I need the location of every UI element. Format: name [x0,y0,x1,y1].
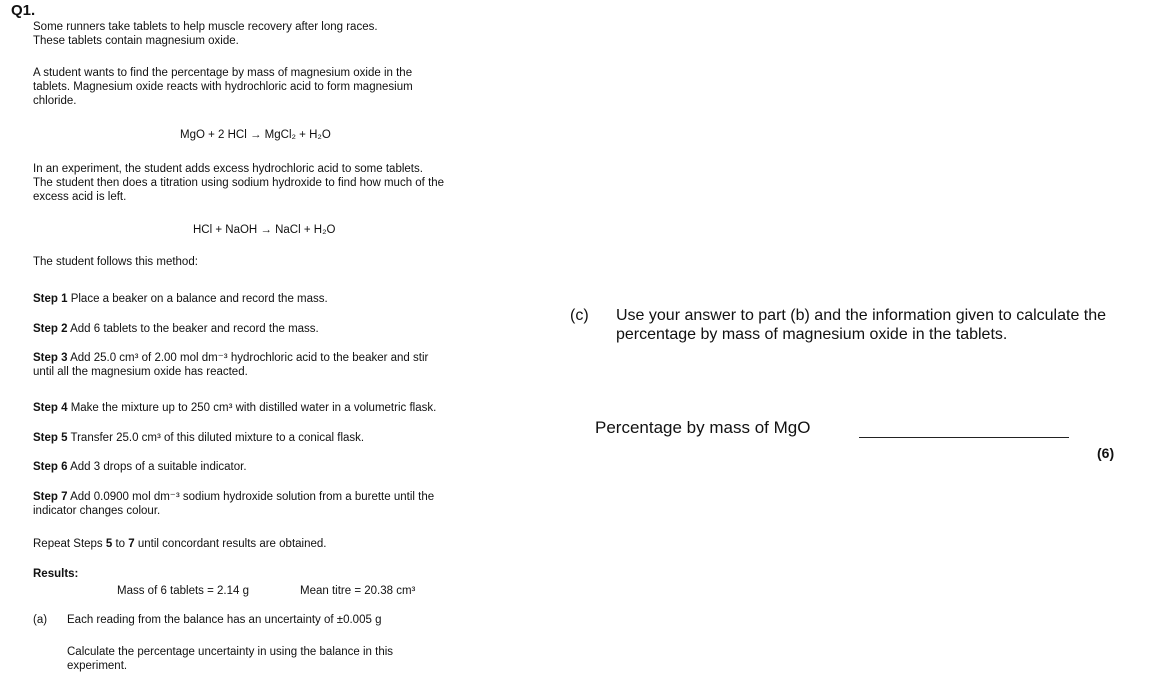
answer-line[interactable] [859,437,1069,438]
results-mean-titre: Mean titre = 20.38 cm³ [300,585,416,597]
step-label: Step 4 [33,402,68,414]
step-text: Place a beaker on a balance and record the mass. [67,293,328,305]
step-label: Step 2 [33,323,68,335]
method-step-1 [33,293,328,307]
repeat-instruction: Repeat Steps 5 to 7 until concordant results are obtained. [33,538,327,550]
method-step-3-continued: until all the magnesium oxide has reacted. [33,366,248,378]
experiment-line-3: excess acid is left. [33,191,127,203]
method-step-6 [33,461,247,475]
marks-value: (6) [1097,445,1115,461]
part-a-line-3: experiment. [67,660,128,672]
context-line-1: A student wants to find the percentage by mass of magnesium oxide in the [33,67,413,79]
step-text: Add 25.0 cm³ of 2.00 mol dm⁻³ hydrochloric acid to the beaker and stir [67,352,429,364]
method-step-3 [33,352,428,366]
part-c-line-2: percentage by mass of magnesium oxide in the tablets. [616,326,1008,343]
method-step-5 [33,432,364,446]
part-a-line-1: Each reading from the balance has an uncertainty of ±0.005 g [67,614,382,626]
part-a-label: (a) [33,614,48,626]
method-step-2 [33,323,319,337]
intro-line-1: Some runners take tablets to help muscle recovery after long races. [33,21,378,33]
step-text: Add 6 tablets to the beaker and record the mass. [67,323,319,335]
step-label: Step 3 [33,352,68,364]
step-text: Add 0.0900 mol dm⁻³ sodium hydroxide solution from a burette until the [67,491,435,503]
part-a-line-2: Calculate the percentage uncertainty in using the balance in this [67,646,394,658]
part-c-line-1: Use your answer to part (b) and the information given to calculate the [616,307,1107,324]
answer-label: Percentage by mass of MgO [595,418,811,437]
step-label: Step 1 [33,293,68,305]
step-label: Step 6 [33,461,68,473]
method-step-7 [33,491,434,505]
step-text: Transfer 25.0 cm³ of this diluted mixture to a conical flask. [67,432,365,444]
method-step-4 [33,402,436,416]
results-label: Results: [33,568,79,580]
intro-line-2: These tablets contain magnesium oxide. [33,35,239,47]
step-label: Step 7 [33,491,68,503]
step-text: Make the mixture up to 250 cm³ with distilled water in a volumetric flask. [67,402,437,414]
results-mass: Mass of 6 tablets = 2.14 g [117,585,250,597]
experiment-line-1: In an experiment, the student adds excess hydrochloric acid to some tablets. [33,163,423,175]
context-line-3: chloride. [33,95,77,107]
equation-mgo-hcl: MgO + 2 HCl → MgCl₂ + H₂O [180,129,331,141]
experiment-line-2: The student then does a titration using sodium hydroxide to find how much of the [33,177,445,189]
equation-hcl-naoh: HCl + NaOH → NaCl + H₂O [193,224,336,236]
part-c-label: (c) [570,307,589,324]
step-text: Add 3 drops of a suitable indicator. [67,461,247,473]
step-label: Step 5 [33,432,68,444]
method-intro: The student follows this method: [33,256,198,268]
method-step-7-continued: indicator changes colour. [33,505,161,517]
context-line-2: tablets. Magnesium oxide reacts with hydrochloric acid to form magnesium [33,81,413,93]
question-number: Q1. [11,2,36,19]
